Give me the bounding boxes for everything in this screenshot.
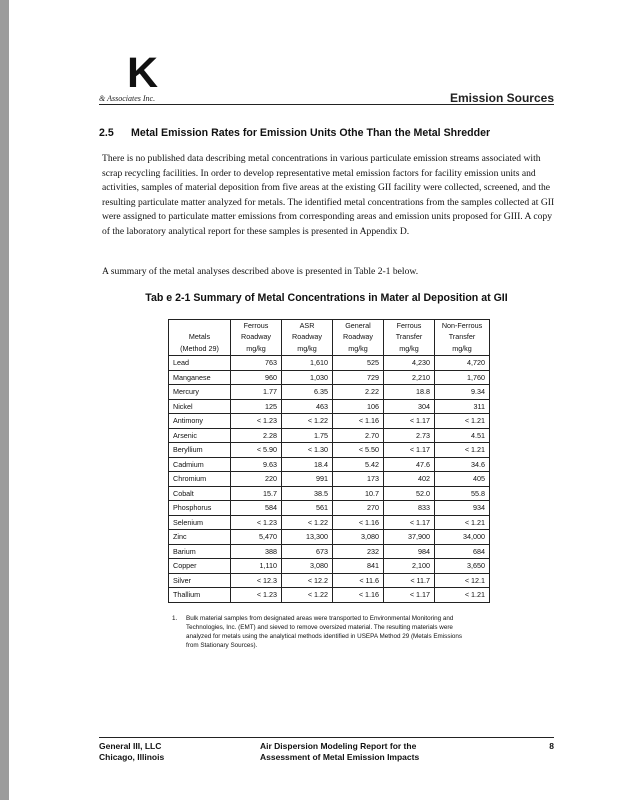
column-unit: mg/kg [384,343,435,356]
column-unit: (Method 29) [169,343,231,356]
footnote-number: 1. [172,615,178,622]
metal-name-cell: Mercury [169,385,231,400]
concentration-cell: 561 [282,501,333,516]
concentration-cell: 673 [282,544,333,559]
concentration-cell: < 12.1 [435,573,490,588]
header-section-name: Emission Sources [449,91,554,105]
concentration-cell: 960 [231,370,282,385]
footer-location: Chicago, Illinois [99,752,165,762]
table-row [169,385,490,400]
table-caption: Tab e 2-1 Summary of Metal Concentrations in Mater al Deposition at GII [145,292,508,304]
footer-rule [99,737,554,738]
footnote-text: Bulk material samples from designated areas were transported to Environmental Monitoring and Technologies, Inc. (EMT) and sieved to remove oversized material. The resulting materials were analyzed for metals using the analytical methods identified in USEPA Method 29 (Metals Emissions from Stationary Sources). [186,615,463,649]
table-row [169,588,490,603]
concentration-cell: < 1.17 [384,443,435,458]
concentration-cell: 13,300 [282,530,333,545]
table-row [169,544,490,559]
concentration-cell: 5,470 [231,530,282,545]
table-row [169,573,490,588]
table-row [169,370,490,385]
concentration-cell: 4,230 [384,356,435,371]
concentration-cell: < 1.17 [384,588,435,603]
concentration-cell: 304 [384,399,435,414]
concentration-cell: 6.35 [282,385,333,400]
concentration-cell: 388 [231,544,282,559]
metal-name-cell: Barium [169,544,231,559]
concentration-cell: 106 [333,399,384,414]
concentration-cell: 9.34 [435,385,490,400]
body-paragraph: A summary of the metal analyses described above is presented in Table 2-1 below. [102,266,419,277]
concentration-cell: 729 [333,370,384,385]
concentration-cell: 232 [333,544,384,559]
concentration-cell: 934 [435,501,490,516]
concentration-cell: 3,650 [435,559,490,574]
table-row [169,486,490,501]
column-header: Non-Ferrous Transfer [435,320,490,344]
column-header: Ferrous Transfer [384,320,435,344]
metal-name-cell: Zinc [169,530,231,545]
concentration-cell: 52.0 [384,486,435,501]
footer-company-block [99,741,164,763]
concentration-cell: < 1.23 [231,414,282,429]
concentration-cell: < 5.90 [231,443,282,458]
concentration-cell: 3,080 [333,530,384,545]
concentration-cell: 15.7 [231,486,282,501]
metal-name-cell: Arsenic [169,428,231,443]
metal-name-cell: Cadmium [169,457,231,472]
table-row [169,515,490,530]
concentration-cell: 34,000 [435,530,490,545]
concentration-cell: 463 [282,399,333,414]
company-logo: K [127,49,159,97]
metal-name-cell: Silver [169,573,231,588]
header-rule [99,104,554,105]
concentration-cell: 1,110 [231,559,282,574]
table-row [169,356,490,371]
concentration-cell: 4.51 [435,428,490,443]
concentration-cell: < 11.6 [333,573,384,588]
column-header: Ferrous Roadway [231,320,282,344]
concentration-cell: < 1.16 [333,588,384,603]
table-row [169,399,490,414]
column-header: Metals [169,320,231,344]
concentration-cell: < 1.30 [282,443,333,458]
concentration-cell: 1,030 [282,370,333,385]
footer-report-title: Air Dispersion Modeling Report for the [260,741,417,751]
concentration-cell: 402 [384,472,435,487]
section-title: Metal Emission Rates for Emission Units Othe Than the Metal Shredder [131,127,491,139]
concentration-cell: 2,100 [384,559,435,574]
concentration-cell: < 11.7 [384,573,435,588]
concentration-cell: < 1.21 [435,515,490,530]
concentration-cell: 2,210 [384,370,435,385]
concentration-cell: 3,080 [282,559,333,574]
concentration-cell: 1,760 [435,370,490,385]
concentration-cell: 9.63 [231,457,282,472]
metal-name-cell: Nickel [169,399,231,414]
concentration-cell: 841 [333,559,384,574]
concentration-cell: 5.42 [333,457,384,472]
concentration-cell: 10.7 [333,486,384,501]
concentration-cell: 1,610 [282,356,333,371]
column-header: General Roadway [333,320,384,344]
company-logo-subtitle: & Associates Inc. [99,94,156,103]
concentration-cell: < 1.22 [282,515,333,530]
table-row [169,530,490,545]
column-unit: mg/kg [282,343,333,356]
concentration-cell: < 1.23 [231,588,282,603]
metal-name-cell: Thallium [169,588,231,603]
metal-concentrations-table [168,319,490,603]
concentration-cell: < 1.17 [384,515,435,530]
concentration-cell: < 1.16 [333,414,384,429]
table-body [169,356,490,603]
section-number: 2.5 [99,127,114,139]
table-row [169,414,490,429]
concentration-cell: 1.77 [231,385,282,400]
footer-report-subtitle: Assessment of Metal Emission Impacts [260,752,420,762]
concentration-cell: < 1.21 [435,414,490,429]
concentration-cell: 18.4 [282,457,333,472]
metal-name-cell: Antimony [169,414,231,429]
concentration-cell: < 1.21 [435,588,490,603]
concentration-cell: < 1.16 [333,515,384,530]
concentration-cell: 47.6 [384,457,435,472]
concentration-cell: < 5.50 [333,443,384,458]
concentration-cell: 763 [231,356,282,371]
concentration-cell: 405 [435,472,490,487]
body-paragraph: There is no published data describing metal concentrations in various particulate emission streams associated with scrap recycling facilities. In order to develop representative metal emission factors for facility emission units and activities, samples of material deposition from five areas at the existing GII facility were collected, screened, and the resulting particulate matter analyzed for metals. The identified metal concentrations from the samples collected at GII were assigned to particulate matter emissions from corresponding areas and emission units proposed for GIII. A copy of the laboratory analytical report for these samples is presented in Appendix D. [102,153,555,237]
concentration-cell: 1.75 [282,428,333,443]
table-row [169,559,490,574]
concentration-cell: 37,900 [384,530,435,545]
table-row [169,472,490,487]
footer-company: General III, LLC [99,741,162,751]
concentration-cell: < 1.21 [435,443,490,458]
metal-name-cell: Copper [169,559,231,574]
concentration-cell: 38.5 [282,486,333,501]
column-header: ASR Roadway [282,320,333,344]
concentration-cell: < 1.22 [282,588,333,603]
metal-name-cell: Phosphorus [169,501,231,516]
concentration-cell: 2.70 [333,428,384,443]
concentration-cell: 173 [333,472,384,487]
table-row [169,501,490,516]
table-row [169,443,490,458]
concentration-cell: < 1.17 [384,414,435,429]
concentration-cell: 125 [231,399,282,414]
concentration-cell: < 1.23 [231,515,282,530]
metal-name-cell: Beryllium [169,443,231,458]
concentration-cell: 311 [435,399,490,414]
page-number: 8 [549,741,554,751]
footer-report-block [260,741,419,763]
concentration-cell: 34.6 [435,457,490,472]
concentration-cell: 984 [384,544,435,559]
concentration-cell: 270 [333,501,384,516]
metal-name-cell: Chromium [169,472,231,487]
metal-name-cell: Manganese [169,370,231,385]
metal-name-cell: Cobalt [169,486,231,501]
concentration-cell: 991 [282,472,333,487]
concentration-cell: 18.8 [384,385,435,400]
scan-edge [0,0,9,800]
concentration-cell: 2.22 [333,385,384,400]
concentration-cell: 684 [435,544,490,559]
table-row [169,457,490,472]
concentration-cell: < 12.2 [282,573,333,588]
concentration-cell: < 1.22 [282,414,333,429]
concentration-cell: < 12.3 [231,573,282,588]
metal-name-cell: Selenium [169,515,231,530]
concentration-cell: 2.28 [231,428,282,443]
metal-name-cell: Lead [169,356,231,371]
section-heading [99,127,490,139]
concentration-cell: 525 [333,356,384,371]
concentration-cell: 2.73 [384,428,435,443]
table-row [169,428,490,443]
table-footnote [172,614,472,650]
column-unit: mg/kg [231,343,282,356]
concentration-cell: 55.8 [435,486,490,501]
concentration-cell: 584 [231,501,282,516]
column-unit: mg/kg [435,343,490,356]
concentration-cell: 4,720 [435,356,490,371]
column-unit: mg/kg [333,343,384,356]
concentration-cell: 220 [231,472,282,487]
concentration-cell: 833 [384,501,435,516]
